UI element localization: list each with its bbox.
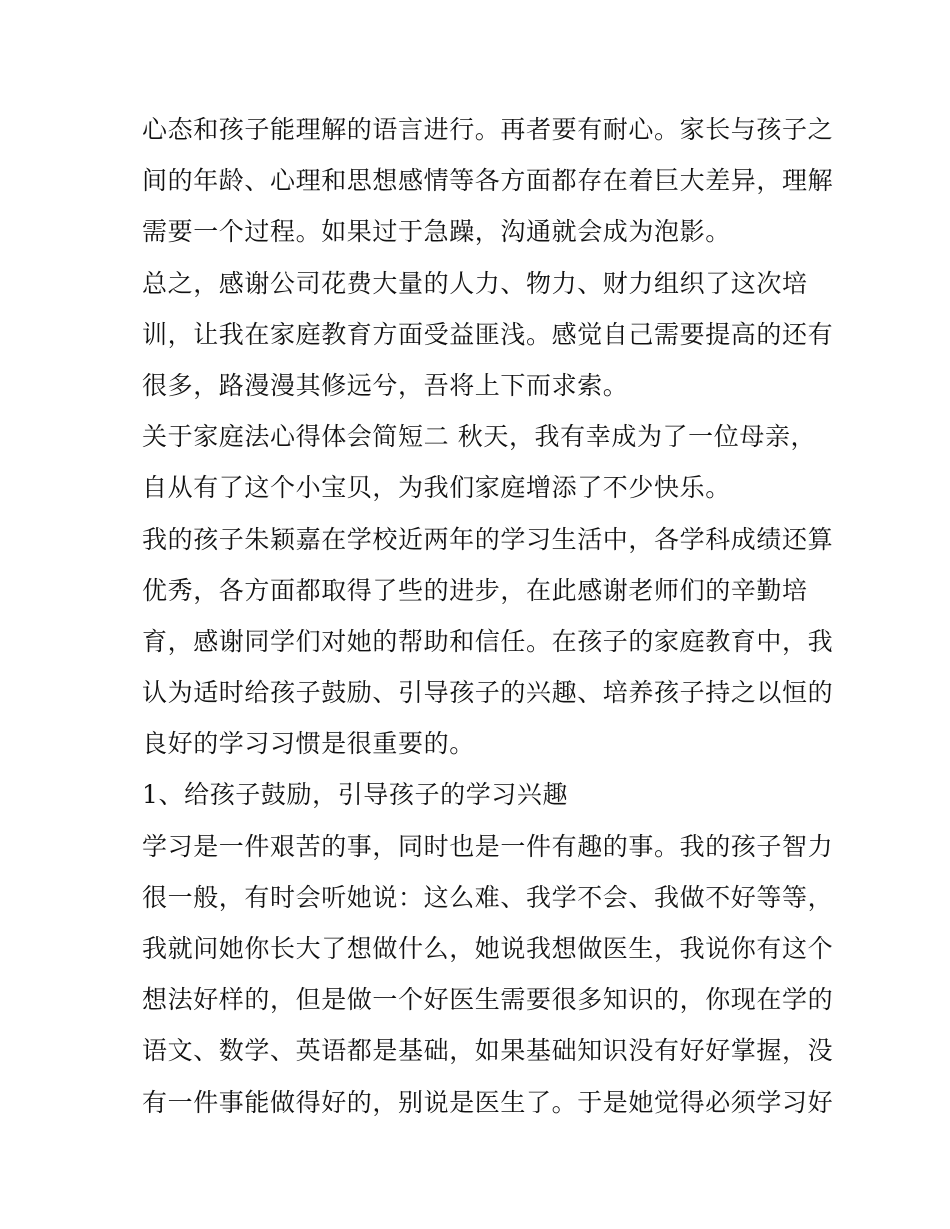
text-line: 良好的学习习惯是很重要的。	[142, 729, 475, 759]
text-line: 学习是一件艰苦的事，同时也是一件有趣的事。我的孩子智力	[142, 831, 834, 861]
text-line: 想法好样的，但是做一个好医生需要很多知识的，你现在学的	[142, 985, 834, 1015]
section-heading: 1、给孩子鼓励，引导孩子的学习兴趣	[142, 780, 569, 810]
text-line: 优秀，各方面都取得了些的进步，在此感谢老师们的辛勤培	[142, 575, 808, 605]
text-line: 心态和孩子能理解的语言进行。再者要有耐心。家长与孩子之	[142, 115, 834, 144]
text-line: 间的年龄、心理和思想感情等各方面都存在着巨大差异，理解	[142, 166, 834, 196]
text-line: 关于家庭法心得体会简短二 秋天，我有幸成为了一位母亲，	[142, 422, 817, 452]
text-line: 语文、数学、英语都是基础，如果基础知识没有好好掌握，没	[142, 1036, 834, 1066]
text-line: 认为适时给孩子鼓励、引导孩子的兴趣、培养孩子持之以恒的	[142, 678, 834, 708]
text-line: 自从有了这个小宝贝，为我们家庭增添了不少快乐。	[142, 473, 731, 503]
text-line: 训，让我在家庭教育方面受益匪浅。感觉自己需要提高的还有	[142, 319, 834, 349]
text-line: 我就问她你长大了想做什么，她说我想做医生，我说你有这个	[142, 934, 834, 963]
text-line: 很一般，有时会听她说：这么难、我学不会、我做不好等等，	[142, 882, 834, 912]
text-line: 需要一个过程。如果过于急躁，沟通就会成为泡影。	[142, 217, 731, 247]
text-line: 我的孩子朱颖嘉在学校近两年的学习生活中，各学科成绩还算	[142, 524, 834, 554]
document-body	[142, 104, 834, 1128]
text-line: 有一件事能做得好的，别说是医生了。于是她觉得必须学习好	[142, 1087, 834, 1117]
text-line: 总之，感谢公司花费大量的人力、物力、财力组织了这次培	[142, 268, 808, 298]
text-line: 很多，路漫漫其修远兮，吾将上下而求索。	[142, 370, 629, 400]
text-line: 育，感谢同学们对她的帮助和信任。在孩子的家庭教育中，我	[142, 626, 834, 656]
